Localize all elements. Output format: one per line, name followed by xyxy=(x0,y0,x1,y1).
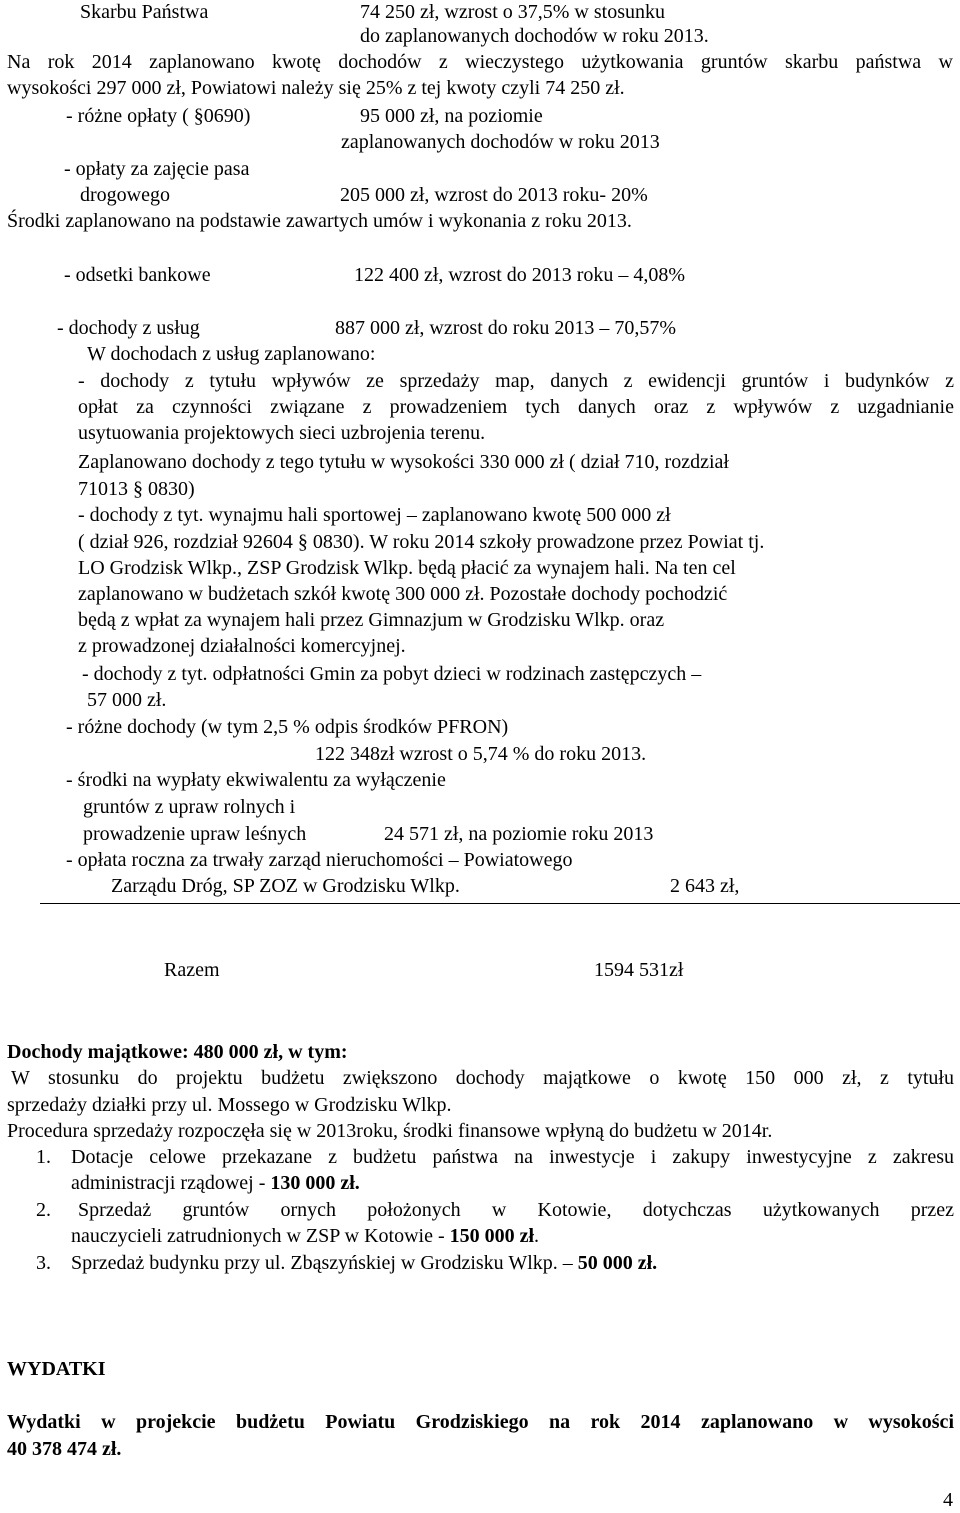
list-item-text: Sprzedaż gruntów ornych położonych w Kotowie, dotychczas użytkowanych przez xyxy=(78,1199,954,1221)
paragraph-line: 71013 § 0830) xyxy=(78,478,195,500)
income-item-value-cont: zaplanowanych dochodów w roku 2013 xyxy=(341,131,660,153)
income-item-value: 2 643 zł, xyxy=(670,875,740,897)
income-item-value: 24 571 zł, na poziomie roku 2013 xyxy=(384,823,654,845)
paragraph-line: W dochodach z usług zaplanowano: xyxy=(87,343,376,365)
paragraph-line: Wydatki w projekcie budżetu Powiatu Grodziskiego na rok 2014 zaplanowano w wysokości xyxy=(7,1411,954,1433)
paragraph-line: ( dział 926, rozdział 92604 § 0830). W roku 2014 szkoły prowadzone przez Powiat tj. xyxy=(78,531,765,553)
list-item-text: nauczycieli zatrudnionych w ZSP w Kotowie - 150 000 zł. xyxy=(71,1225,540,1247)
page-number: 4 xyxy=(943,1489,953,1511)
paragraph-line: 57 000 zł. xyxy=(87,689,167,711)
amount: 130 000 zł. xyxy=(270,1172,360,1194)
paragraph-line: będą z wpłat za wynajem hali przez Gimnazjum w Grodzisku Wlkp. oraz xyxy=(78,609,665,631)
paragraph-line: - dochody z tyt. wynajmu hali sportowej – zaplanowano kwotę 500 000 zł xyxy=(78,504,671,526)
paragraph-line: z prowadzonej działalności komercyjnej. xyxy=(78,635,406,657)
sum-rule xyxy=(40,903,960,904)
section-heading: WYDATKI xyxy=(7,1358,106,1380)
list-number: 1. xyxy=(36,1146,51,1168)
paragraph-line: sprzedaży działki przy ul. Mossego w Grodzisku Wlkp. xyxy=(7,1094,452,1116)
paragraph-line: Środki zaplanowano na podstawie zawartych umów i wykonania z roku 2013. xyxy=(7,210,632,232)
list-item-text: Dotacje celowe przekazane z budżetu państwa na inwestycje i zakupy inwestycyjne z zakresu xyxy=(71,1146,954,1168)
paragraph-line: Na rok 2014 zaplanowano kwotę dochodów z wieczystego użytkowania gruntów skarbu państwa w xyxy=(7,51,953,73)
income-item-label: prowadzenie upraw leśnych xyxy=(83,823,307,845)
total-label: Razem xyxy=(164,959,220,981)
skarbu-panstwa-value-cont: do zaplanowanych dochodów w roku 2013. xyxy=(360,25,709,47)
paragraph-line: Procedura sprzedaży rozpoczęła się w 2013roku, środki finansowe wpłyną do budżetu w 2014r. xyxy=(7,1120,773,1142)
income-item-label-cont: drogowego xyxy=(80,184,170,206)
paragraph-line: - dochody z tyt. odpłatności Gmin za pobyt dzieci w rodzinach zastępczych – xyxy=(82,663,702,685)
income-item-value: 95 000 zł, na poziomie xyxy=(360,105,543,127)
paragraph-line: opłat za czynności związane z prowadzeniem tych danych oraz z wpływów z uzgadnianie xyxy=(78,396,954,418)
amount: 50 000 zł. xyxy=(577,1252,658,1274)
income-item-label: Zarządu Dróg, SP ZOZ w Grodzisku Wlkp. xyxy=(111,875,460,897)
list-item-text: administracji rządowej - 130 000 zł. xyxy=(71,1172,360,1194)
skarbu-panstwa-label: Skarbu Państwa xyxy=(80,1,209,23)
income-item-value: 887 000 zł, wzrost do roku 2013 – 70,57% xyxy=(335,317,677,339)
income-item-label: - różne opłaty ( §0690) xyxy=(66,105,251,127)
income-item-label: - odsetki bankowe xyxy=(64,264,211,286)
paragraph-line: - opłata roczna za trwały zarząd nieruchomości – Powiatowego xyxy=(66,849,573,871)
paragraph-line: 40 378 474 zł. xyxy=(7,1438,122,1460)
list-item-text: Sprzedaż budynku przy ul. Zbąszyńskiej w Grodzisku Wlkp. – 50 000 zł. xyxy=(71,1252,658,1274)
income-item-value: 122 400 zł, wzrost do 2013 roku – 4,08% xyxy=(354,264,686,286)
paragraph-line: - środki na wypłaty ekwiwalentu za wyłączenie xyxy=(66,769,446,791)
paragraph-line: 122 348zł wzrost o 5,74 % do roku 2013. xyxy=(315,743,647,765)
paragraph-line: - dochody z tytułu wpływów ze sprzedaży map, danych z ewidencji gruntów i budynków z xyxy=(78,370,954,392)
paragraph-line: - różne dochody (w tym 2,5 % odpis środków PFRON) xyxy=(66,716,509,738)
income-item-label: - dochody z usług xyxy=(57,317,200,339)
paragraph-line: wysokości 297 000 zł, Powiatowi należy się 25% z tej kwoty czyli 74 250 zł. xyxy=(7,77,625,99)
paragraph-line: Zaplanowano dochody z tego tytułu w wysokości 330 000 zł ( dział 710, rozdział xyxy=(78,451,729,473)
income-item-value: 205 000 zł, wzrost do 2013 roku- 20% xyxy=(340,184,648,206)
list-number: 2. xyxy=(36,1199,51,1221)
amount: 150 000 zł xyxy=(449,1225,535,1247)
paragraph-line: usytuowania projektowych sieci uzbrojenia terenu. xyxy=(78,422,486,444)
paragraph-line: W stosunku do projektu budżetu zwiększono dochody majątkowe o kwotę 150 000 zł, z tytułu xyxy=(11,1067,954,1089)
paragraph-line: LO Grodzisk Wlkp., ZSP Grodzisk Wlkp. będą płacić za wynajem hali. Na ten cel xyxy=(78,557,736,579)
skarbu-panstwa-value: 74 250 zł, wzrost o 37,5% w stosunku xyxy=(360,1,665,23)
section-heading: Dochody majątkowe: 480 000 zł, w tym: xyxy=(7,1041,348,1063)
paragraph-line: zaplanowano w budżetach szkół kwotę 300 000 zł. Pozostałe dochody pochodzić xyxy=(78,583,728,605)
income-item-label: - opłaty za zajęcie pasa xyxy=(64,158,250,180)
paragraph-line: gruntów z upraw rolnych i xyxy=(83,796,296,818)
total-value: 1594 531zł xyxy=(594,959,684,981)
list-number: 3. xyxy=(36,1252,51,1274)
